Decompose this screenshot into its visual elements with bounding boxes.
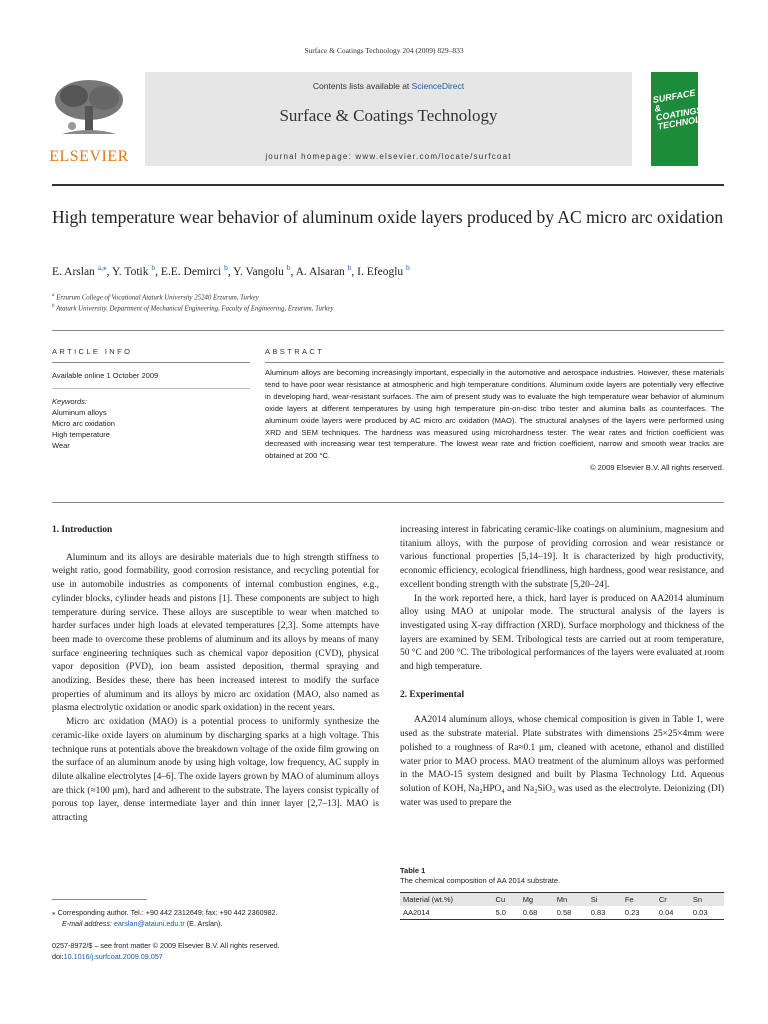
table-cell: 0.83 <box>590 908 606 917</box>
footnote <box>52 907 379 929</box>
table-caption <box>400 866 724 886</box>
paragraph: Aluminum and its alloys are desirable materials due to high strength stiffness to weight ratio, good formability, good corrosion resistance, and recycling potential for use in automobile industries as components of internal combustion engines, e.g., cylinder blocks, cylinder heads and pistons [1]. These components are subject to high temperature during service. These alloys are susceptible to wear when matched to harder surfaces under high loads at elevated temperatures [2,3]. Some attempts have been made to overcome these problems of aluminum and its alloys by means of many surface engineering techniques such as chemical vapor deposition (CVD), physical vapor deposition (PVD), ion beam assisted deposition, thermal spraying and anodizing. Besides these, there has been increased interest to modify the surface properties of aluminum and its alloys by micro arc oxidation (MAO, also named as plasma electrolytic oxidation or anodic spark oxidation) in the recent years. <box>52 552 379 714</box>
article-info-divider <box>52 362 250 363</box>
publisher-name: ELSEVIER <box>49 148 129 165</box>
footnote-divider <box>52 899 147 900</box>
header-divider <box>52 184 724 186</box>
table-header-cell: Sn <box>692 895 703 904</box>
contents-prefix: Contents lists available at <box>312 81 412 91</box>
doi-line <box>52 951 379 962</box>
sciencedirect-link[interactable]: ScienceDirect <box>411 81 465 91</box>
elsevier-tree-icon <box>52 78 126 136</box>
contents-line <box>145 81 632 91</box>
email-label: E-mail address: <box>62 919 114 928</box>
front-matter <box>52 940 379 962</box>
keywords-block <box>52 396 115 451</box>
paragraph: increasing interest in fabricating ceramic-like coatings on aluminium, magnesium and titanium alloys, with the purpose of providing corrosion and wear resistance or various functional properties [5,14–19]. It is characterized by high productivity, economic efficiency, ecological friendliness, high hardness, good wear resistance, and excellent bonding strength with the substrate [5,20–24]. <box>400 525 724 590</box>
table-header-cell: Mg <box>522 895 534 904</box>
paragraph: Micro arc oxidation (MAO) is a potential process to uniformly synthesize the ceramic-like oxide layers on aluminum by discharging sparks at a high voltage. This technique runs at potentials above the breakdown voltage of the oxide film growing on the surface of an aluminum anode by using high voltage, low frequency, AC supply in dilute alkaline electrolytes [4–6]. The oxide layers grown by MAO of aluminum alloys are thick (≈100 μm), hard and adherent to the substrate. The layers consist typically of porous top layer, dense intermediate layer and thin inner layer [2,7–13]. MAO is attracting <box>52 717 379 824</box>
author[interactable]: A. Alsaran $^b$ <box>295 263 352 278</box>
paragraph: In the work reported here, a thick, hard layer is produced on AA2014 aluminum alloy using MAO at unipolar mode. The structural analysis of the layers is investigated using X-ray diffraction (XRD). Surface morphology and thickness of the layers are examined by SEM. Tribological tests are carried out at room temperature, 50 °C and 200 °C. The tribological performances of the layers were evaluated at room and high temperature. <box>400 593 724 673</box>
journal-cover-image <box>651 72 722 166</box>
table-cell: AA2014 <box>403 908 430 917</box>
journal-citation: Surface & Coatings Technology 204 (2009) 829–833 <box>304 46 464 55</box>
abstract-body <box>265 367 724 474</box>
author-list: E. Arslan $^{a,⁎}$, Y. Totik $^b$, E.E. Demirci $^b$, Y. Vangolu $^b$, A. Alsaran $^b$, I. Efeoglu $^b$ <box>52 263 410 278</box>
table-header-cell: Si <box>590 895 598 904</box>
affiliation: $^b$ Ataturk University, Department of Mechanical Engineering, Faculty of Engineering, Erzurum, Turkey <box>52 304 334 313</box>
author[interactable]: I. Efeoglu $^b$ <box>357 263 410 278</box>
author[interactable]: E.E. Demirci $^b$ <box>160 263 228 278</box>
abstract-text: Aluminum alloys are becoming increasingly important, especially in the automotive and aerospace industries. However, these materials tend to have poor wear resistance at atmospheric and high temperature conditions. Aluminum oxide layers are potentially very effective in developing hard, wear-resistant surfaces. The aim of present study was to evaluate the high temperature wear behavior of aluminum oxide layers at different temperatures by using high temperature pin-on-disc tribo tester and alumina balls as counterfaces. The aluminum oxide layers were produced by AC micro arc oxidation (MAO). The structural analyses of the layers were performed using XRD and SEM techniques. The hardness was measured using microhardness tester. The wear rates and friction coefficient was decreased with increasing wear test temperature. The lowest wear rate and friction coefficient, narrow and smooth wear tracks are obtained at 200 °C. <box>265 368 724 461</box>
section-heading: 2. Experimental <box>400 689 465 700</box>
journal-masthead <box>145 72 632 166</box>
abstract-bottom-divider <box>52 502 724 503</box>
email-line <box>52 918 379 929</box>
copyright: © 2009 Elsevier B.V. All rights reserved. <box>589 463 724 473</box>
email-link[interactable]: earslan@atauni.edu.tr <box>113 919 185 928</box>
table-caption-text: The chemical composition of AA 2014 substrate. <box>400 876 561 885</box>
keyword: Micro arc oxidation <box>52 419 115 428</box>
keyword: Aluminum alloys <box>52 408 107 417</box>
keyword: High temperature <box>52 430 110 439</box>
journal-homepage <box>145 152 632 161</box>
available-online-date: Available online 1 October 2009 <box>52 371 159 380</box>
author[interactable]: Y. Totik $^b$ <box>111 263 156 278</box>
table-cell: 0.68 <box>522 908 538 917</box>
section-heading: 1. Introduction <box>52 525 113 535</box>
table-label: Table 1 <box>400 866 426 875</box>
cover-text: SURFACE & COATINGS TECHNOLOGY <box>652 87 722 132</box>
author[interactable]: Y. Vangolu $^b$ <box>233 263 291 278</box>
homepage-url[interactable]: www.elsevier.com/locate/surfcoat <box>355 152 512 161</box>
body-column-right <box>400 524 724 810</box>
article-info-subdivider <box>52 388 250 389</box>
article-info-heading: ARTICLE INFO <box>52 347 133 356</box>
doi-link[interactable]: 10.1016/j.surfcoat.2009.09.057 <box>63 952 163 961</box>
table-header-cell: Mn <box>556 895 568 904</box>
author[interactable]: E. Arslan $^{a,⁎}$ <box>52 263 107 278</box>
table-cell: 5.0 <box>495 908 506 917</box>
body-column-left <box>52 524 379 826</box>
table-cell: 0.58 <box>556 908 572 917</box>
table-cell: 0.04 <box>658 908 674 917</box>
table-cell: 0.23 <box>624 908 640 917</box>
affiliation: $^a$ Erzurum College of Vocational Ataturk University 25240 Erzurum, Turkey <box>52 293 259 302</box>
paragraph: AA2014 aluminum alloys, whose chemical composition is given in Table 1, were used as the substrate material. Plate substrates with dimensions 25×25×4mm were polished to a roughness of Ra≈0.1 μm, cleaned with acetone, ethanol and distilled water prior to MAO process. MAO treatment of the aluminum alloys was performed in the MAO-15 system designed and built by Plasma Technology Ltd. Aqueous solution of KOH, Na₂HPO₄ and Na₂SiO₃ was used as the electrolyte. Deionizing (DI) water was used to prepare the <box>400 715 724 808</box>
table-row <box>400 906 724 920</box>
corresponding-author-note: ⁎ Corresponding author. Tel.: +90 442 2312649; fax: +90 442 2360982. <box>52 908 278 917</box>
affiliation-divider <box>52 330 724 331</box>
homepage-prefix: journal homepage: <box>265 152 356 161</box>
keyword: Wear <box>52 441 70 450</box>
table-header-cell: Cr <box>658 895 667 904</box>
publisher-logo <box>44 72 134 164</box>
email-suffix: (E. Arslan). <box>184 919 223 928</box>
composition-table <box>400 892 724 920</box>
front-matter-text: 0257-8972/$ – see front matter © 2009 Elsevier B.V. All rights reserved. <box>52 941 280 950</box>
keywords-label: Keywords: <box>52 397 88 406</box>
table-header-cell: Fe <box>624 895 634 904</box>
abstract-heading: ABSTRACT <box>265 347 325 356</box>
journal-title: Surface & Coatings Technology <box>279 106 498 125</box>
article-title: High temperature wear behavior of aluminum oxide layers produced by AC micro arc oxidation <box>52 207 724 227</box>
table-header-row <box>400 893 724 907</box>
table-header-cell: Material (wt.%) <box>403 895 454 904</box>
doi-prefix: doi: <box>52 952 64 961</box>
table-header-cell: Cu <box>495 895 506 904</box>
table-cell: 0.03 <box>692 908 708 917</box>
abstract-divider <box>265 362 724 363</box>
